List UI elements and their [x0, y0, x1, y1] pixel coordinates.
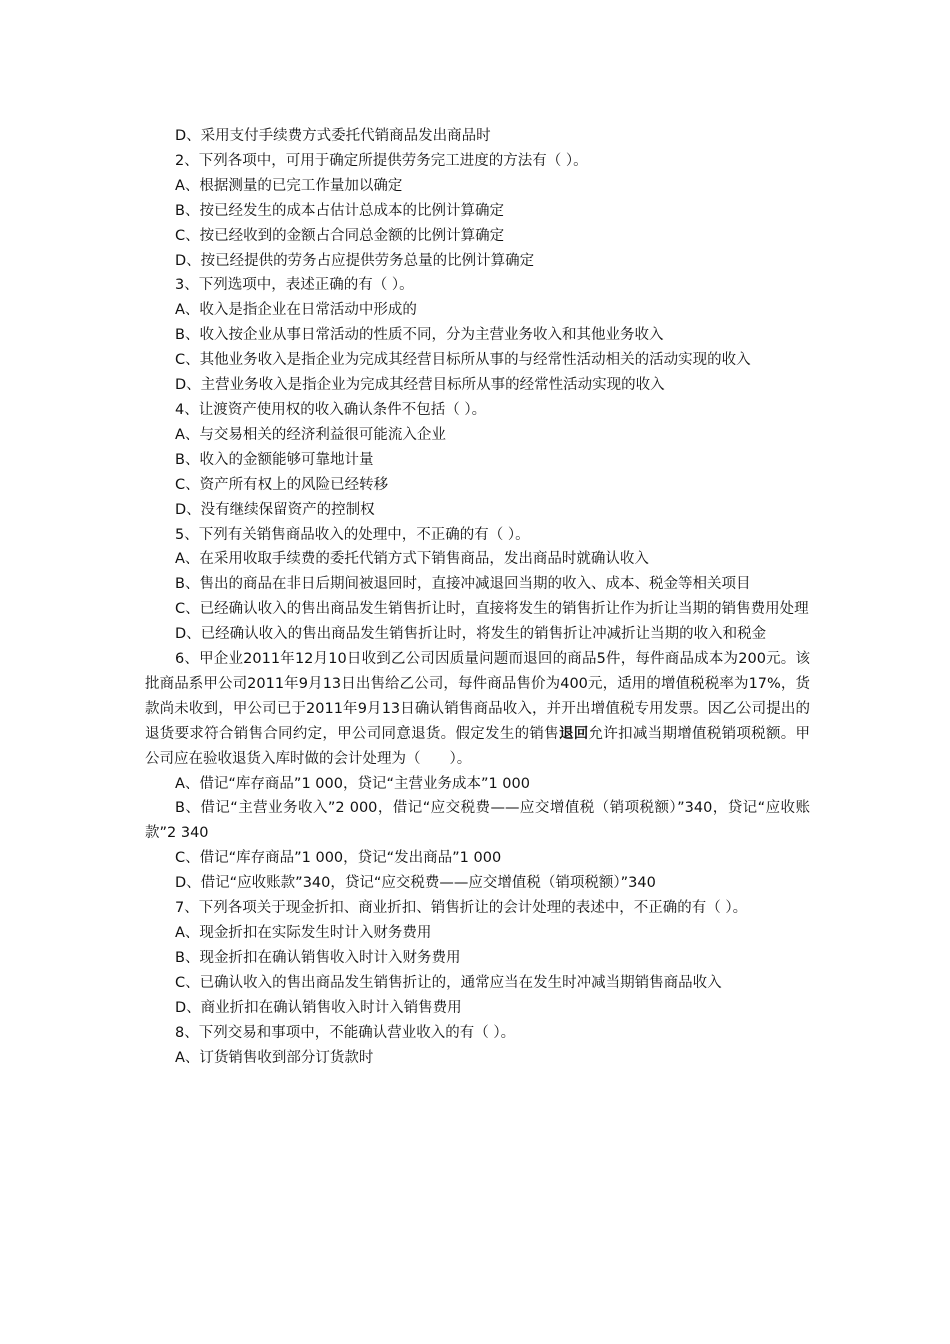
- option: D、已经确认收入的售出商品发生销售折让时，将发生的销售折让冲减折让当期的收入和税金: [175, 626, 767, 643]
- question-5: 5、下列有关销售商品收入的处理中，不正确的有（ ）。: [175, 526, 530, 543]
- option: C、按已经收到的金额占合同总金额的比例计算确定: [175, 227, 505, 244]
- option: B、现金折扣在确认销售收入时计入财务费用: [175, 949, 461, 966]
- option: A、收入是指企业在日常活动中形成的: [175, 302, 417, 319]
- question-6-text-a: 6、甲企业2011年12月10日收到乙公司因质量问题而退回的商品5件，每件商品成本为200元。该批商品系甲公司2011年9月13日出售给乙公司，每件商品售价为400元，适用的增值税税率为17%，货款尚未收到，甲公司已于2011年9月13日确认销售商品收入，并开出增值税专用发票。因乙公司提出的退货要求符合销售合同约定，甲公司同意退货。假定发生的销售: [145, 651, 810, 742]
- option: D、商业折扣在确认销售收入时计入销售费用: [175, 999, 462, 1016]
- option: C、资产所有权上的风险已经转移: [175, 476, 389, 493]
- option: D、按已经提供的劳务占应提供劳务总量的比例计算确定: [175, 252, 535, 269]
- document-body: [145, 124, 810, 1070]
- option: C、其他业务收入是指企业为完成其经营目标所从事的与经常性活动相关的活动实现的收入: [175, 352, 751, 369]
- question-2: 2、下列各项中，可用于确定所提供劳务完工进度的方法有（ ）。: [175, 152, 588, 169]
- option: B、按已经发生的成本占估计总成本的比例计算确定: [175, 202, 504, 219]
- option: D、借记“应收账款”340，贷记“应交税费——应交增值税（销项税额）”340: [175, 875, 656, 892]
- option: B、收入的金额能够可靠地计量: [175, 451, 374, 468]
- option: A、与交易相关的经济利益很可能流入企业: [175, 426, 446, 443]
- paragraph: D、采用支付手续费方式委托代销商品发出商品时: [175, 128, 491, 144]
- option: C、借记“库存商品”1 000，贷记“发出商品”1 000: [175, 850, 502, 867]
- question-7: 7、下列各项关于现金折扣、商业折扣、销售折让的会计处理的表述中，不正确的有（ ）。: [175, 900, 748, 917]
- option: C、已确认收入的售出商品发生销售折让的，通常应当在发生时冲减当期销售商品收入: [175, 974, 722, 991]
- option: A、订货销售收到部分订货款时: [175, 1049, 374, 1066]
- question-3: 3、下列选项中，表述正确的有（ ）。: [175, 277, 414, 294]
- option: B、收入按企业从事日常活动的性质不同，分为主营业务收入和其他业务收入: [175, 327, 664, 344]
- option: A、在采用收取手续费的委托代销方式下销售商品，发出商品时就确认收入: [175, 551, 649, 568]
- option: A、借记“库存商品”1 000，贷记“主营业务成本”1 000: [175, 775, 530, 792]
- question-4: 4、让渡资产使用权的收入确认条件不包括（ ）。: [175, 401, 487, 418]
- option: A、根据测量的已完工作量加以确定: [175, 177, 403, 194]
- option: D、主营业务收入是指企业为完成其经营目标所从事的经常性活动实现的收入: [175, 377, 665, 394]
- option: B、售出的商品在非日后期间被退回时，直接冲减退回当期的收入、成本、税金等相关项目: [175, 576, 751, 593]
- option: D、没有继续保留资产的控制权: [175, 501, 375, 518]
- question-6-bold-text: 退回: [558, 725, 589, 742]
- option: A、现金折扣在实际发生时计入财务费用: [175, 925, 432, 941]
- option: C、已经确认收入的售出商品发生销售折让时，直接将发生的销售折让作为折让当期的销售费用处理: [175, 601, 809, 618]
- question-6-text-b: 允许扣减当期增值税销项税额。甲公司应在验收退货入库时做的会计处理为（ ）。: [145, 725, 811, 767]
- option: B、借记“主营业务收入”2 000，借记“应交税费——应交增值税（销项税额）”340，贷记“应收账款”2 340: [145, 800, 810, 842]
- question-6: [145, 647, 810, 772]
- question-8: 8、下列交易和事项中，不能确认营业收入的有（ ）。: [175, 1024, 516, 1041]
